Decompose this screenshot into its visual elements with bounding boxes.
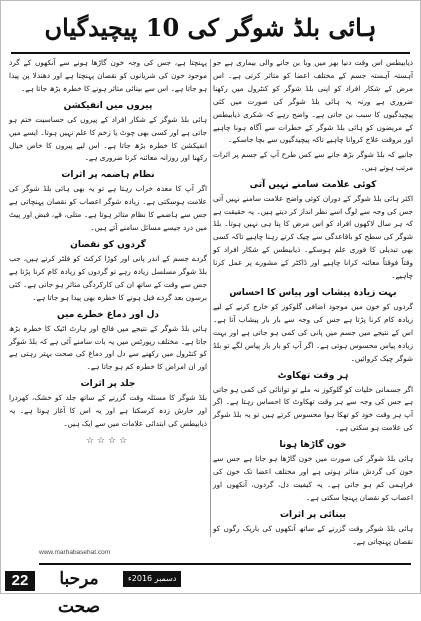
title-rule bbox=[11, 52, 410, 54]
page-number: 22 bbox=[5, 571, 35, 591]
paragraph: اگر جسمانی خلیات کو گلوکوز نہ ملے تو توانائی کی کمی ہو جاتی ہے جس کی وجہ سے ہر وقت تھکاوٹ کا احساس رہتا ہے۔ اگر آپ ہر وقت خود کو تھکا ہوا محسوس کرتے ہیں تو یہ بلڈ شوگر کی علامت ہو سکتی ہے۔ bbox=[213, 384, 413, 433]
paragraph: ہائی بلڈ شوگر کے شکار افراد کے پیروں کی حساسیت ختم ہو جاتی ہے اور کسی بھی چوٹ یا زخم کا علم نہیں ہوتا۔ ایسے میں انفیکشن کا خطرہ بڑھ جاتا ہے۔ اس لیے پیروں کا خاص خیال رکھنا اور روزانہ معائنہ کرنا ضروری ہے۔ bbox=[9, 114, 207, 163]
section-heading: پیروں میں انفیکشن bbox=[63, 100, 153, 111]
paragraph: گردے جسم کے اندر پانی اور کوڑا کرکٹ کو فلٹر کرتے ہیں، جب بلڈ شوگر مسلسل زیادہ رہے تو گردوں کو زیادہ کام کرنا پڑتا ہے جس سے وقت کے ساتھ ان کی کارکردگی متاثر ہو جاتی ہے۔ کئی برسوں بعد گردے فیل ہونے کا خطرہ بھی پیدا ہو جاتا ہے۔ bbox=[9, 253, 207, 302]
paragraph: ذیابیطس اس وقت دنیا بھر میں وبا بن جانے والی بیماری ہے جو آہستہ آہستہ جسم کے مختلف اعضا کو متاثر کرتی ہے۔ اس مرض کے شکار افراد کو اپنی بلڈ شوگر کو کنٹرول میں رکھنا ضروری ہے ورنہ یہ ہائی بلڈ شوگر کی صورت میں کئی پیچیدگیوں کا سبب بن جاتی ہے۔ واضح رہے کہ شکری ذیابیطس کے مریضوں کو ہائی بلڈ شوگر کے خطرات سے آگاہ ہونا چاہیے اور بروقت علاج کروانا چاہیے تاکہ پیچیدگیوں سے بچا جاسکے۔ bbox=[213, 58, 413, 145]
page-footer bbox=[1, 541, 420, 617]
paragraph: اگر آپ کا معدہ خراب رہتا ہے تو یہ بھی ہائی بلڈ شوگر کی علامت ہوسکتی ہے۔ زیادہ شوگر اعصاب کو نقصان پہنچاتی ہے جس سے ہاضمے کا نظام متاثر ہوتا ہے۔ متلی، قے، قبض اور پیٹ میں درد جیسے مسائل سامنے آتے ہیں۔ bbox=[9, 184, 207, 233]
paragraph: جانیے کہ بلڈ شوگر بڑھ جانے سے کس طرح آپ کے جسم پر اثرات مرتب ہوتے ہیں۔ bbox=[213, 149, 413, 172]
article-column-left bbox=[9, 57, 207, 539]
section-heading: خون گاڑھا ہونا bbox=[279, 440, 347, 451]
section-heading: بہت زیادہ پیشاب اور پیاس کا احساس bbox=[229, 288, 397, 298]
column-divider bbox=[210, 59, 211, 537]
section-heading: ہر وقت تھکاوٹ bbox=[277, 370, 349, 381]
section-heading: بینائی پر اثرات bbox=[279, 509, 347, 520]
article-column-right bbox=[213, 57, 413, 546]
section-heading: دل اور دماغ خطرے میں bbox=[56, 309, 159, 320]
paragraph: ہائی بلڈ شوگر وقت گزرنے کے ساتھ آنکھوں کی باریک رگوں کو نقصان پہنچاتی ہے۔ bbox=[213, 523, 413, 546]
magazine-name: مرحبا صحت bbox=[57, 569, 101, 617]
section-heading: نظام ہاضمہ پر اثرات bbox=[61, 170, 155, 181]
issue-date: دسمبر 2016ء bbox=[123, 571, 181, 587]
section-heading: کوئی علامت سامنے نہیں آتی bbox=[249, 179, 377, 190]
paragraph: بلڈ شوگر کا مسئلہ وقت گزرنے کے ساتھ جلد کو خشک، کھردرا اور خارش زدہ کرسکتا ہے اور یہ اس کا آغاز ہوتا ہے۔ یہ ذیابیطس کی ابتدائی علامات میں سے ایک ہیں۔ bbox=[9, 393, 207, 429]
website-url[interactable]: www.marhabasehat.com bbox=[39, 549, 111, 556]
section-heading: جلد پر اثرات bbox=[80, 379, 136, 390]
paragraph: ہائی بلڈ شوگر کے نتیجے میں فالج اور ہارٹ اٹیک کا خطرہ بڑھ جاتا ہے۔ مختلف رپورٹس میں یہ بات سامنے آئی ہے کہ بلڈ شوگر کو کنٹرول میں رکھنے سے دل اور دماغ کی صحت بہتر رہتی ہے اور ان امراض کا خطرہ کم ہو جاتا ہے۔ bbox=[9, 323, 207, 372]
paragraph: گردوں کو خون میں موجود اضافی گلوکوز کو خارج کرنے کے لیے زیادہ کام کرنا پڑتا ہے جس کی وجہ سے بار بار پیشاب آتا ہے۔ اس کے نتیجے میں جسم میں پانی کی کمی ہو جاتی ہے اور بہت زیادہ پیاس محسوس ہوتی ہے۔ اگر آپ کو بار بار پیاس لگے تو بلڈ شوگر چیک کروائیں۔ bbox=[213, 302, 413, 363]
section-heading: گردوں کو نقصان bbox=[70, 239, 146, 250]
end-stars: ☆☆☆☆ bbox=[85, 435, 131, 446]
paragraph: اکثر ہائی بلڈ شوگر کے دوران کوئی واضح علامت سامنے نہیں آتی جس کی وجہ سے لوگ اسے نظر انداز کر دیتے ہیں۔ یہ حقیقت ہے کہ ہر سال لاکھوں افراد کو اس مرض کا پتا ہی نہیں ہوتا۔ بلڈ شوگر کی سطح کو باقاعدگی سے چیک کرتے رہنا چاہیے تاکہ کسی بھی تبدیلی کا فوری علم ہوسکے۔ ذیابیطس کے شکار افراد کو وقتاً فوقتاً معائنہ کرانا چاہیے اور ڈاکٹر کے مشورے پر عمل کرنا چاہیے۔ bbox=[213, 193, 413, 281]
paragraph: پہنچتا ہے، جس کی وجہ خون گاڑھا ہونے سے آنکھوں کے گرد موجود خون کی شریانوں کو نقصان پہنچتا ہے اور دھندلا پن پیدا ہو جاتا ہے۔ اس سے بینائی متاثر ہونے کا خطرہ بڑھ جاتا ہے۔ bbox=[9, 58, 207, 93]
article-title: ہائی بلڈ شوگر کی 10 پیچیدگیاں bbox=[44, 13, 377, 42]
paragraph: ہائی بلڈ شوگر کی صورت میں خون گاڑھا ہو جاتا ہے جس سے خون کی گردش متاثر ہوتی ہے اور مختلف اعضا تک خون کی فراہمی کم ہو جاتی ہے۔ یہ کیفیت دل، گردوں، آنکھوں اور اعصاب کو نقصان پہنچا سکتی ہے۔ bbox=[213, 454, 413, 502]
